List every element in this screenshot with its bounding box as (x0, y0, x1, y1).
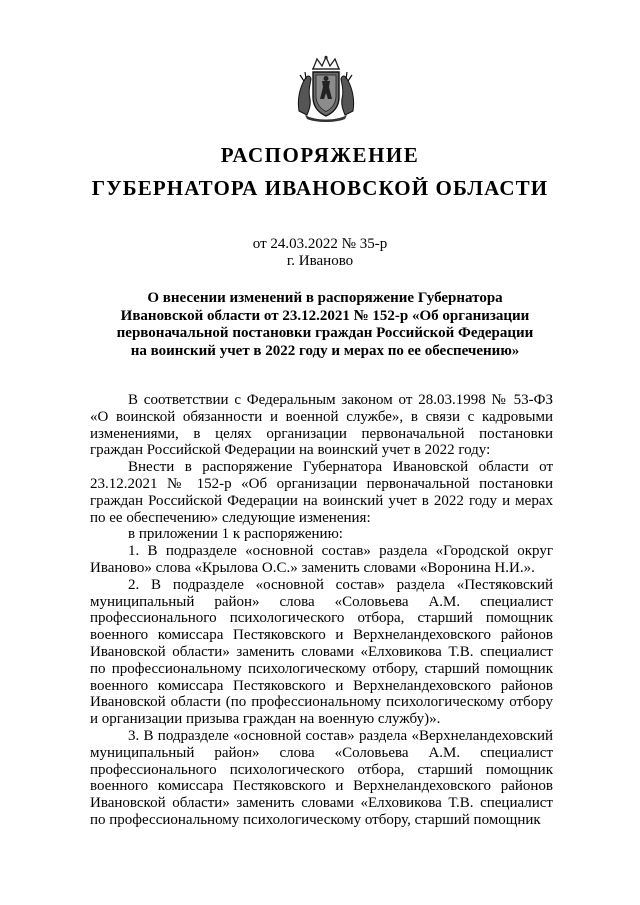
body-paragraph: 2. В подразделе «основной состав» раздела «Пестяковский муниципальный район» слова «Соловьева А.М. специалист профессионального психологического отбора, старший помощник военного комиссара Пестяковского и Верхнеландеховского районов Ивановской области» заменить словами «Елховикова Т.В. специалист по профессиональному психологическому отбору, старший помощник военного комиссара Пестяковского и Верхнеландеховского районов Ивановской области (по профессиональному психологическому отбору и организации призыва граждан на военную службу)». (90, 576, 553, 728)
subject-line: О внесении изменений в распоряжение Губернатора (147, 290, 503, 306)
body-paragraph: В соответствии с Федеральным законом от 28.03.1998 № 53-ФЗ «О воинской обязанности и военной службе», в связи с кадровыми изменениями, в целях организации первоначальной постановки граждан Российской Федерации на воинский учет в 2022 году: (90, 392, 553, 459)
coat-of-arms-icon (295, 55, 357, 123)
document-body (90, 392, 553, 829)
body-paragraph: 3. В подразделе «основной состав» раздела «Верхнеландеховский муниципальный район» слова «Соловьева А.М. специалист профессионального психологического отбора, старший помощник военного комиссара Пестяковского и Верхнеландеховского районов Ивановской области» заменить словами «Елховикова Т.В. специалист по профессиональному психологическому отбору, старший помощник (90, 727, 553, 828)
body-paragraph: 1. В подразделе «основной состав» раздела «Городской округ Иваново» слова «Крылова О.С.» заменить словами «Воронина Н.И.». (90, 543, 553, 576)
subject-line: Ивановской области от 23.12.2021 № 152-р «Об организации (120, 307, 530, 324)
document-title: РАСПОРЯЖЕНИЕ (220, 143, 420, 167)
date-block (0, 236, 640, 270)
document-issuer: ГУБЕРНАТОРА ИВАНОВСКОЙ ОБЛАСТИ (91, 176, 549, 200)
subject-line: на воинский учет в 2022 году и мерах по ее обеспечению» (130, 342, 520, 359)
document-subject (100, 290, 550, 360)
subject-line: первоначальной постановки граждан Российской Федерации (116, 325, 534, 341)
city: г. Иваново (286, 253, 354, 269)
body-paragraph: в приложении 1 к распоряжению: (128, 526, 343, 543)
body-paragraph: Внести в распоряжение Губернатора Ивановской области от 23.12.2021 № 152-р «Об организации первоначальной постановки граждан Российской Федерации на воинский учет в 2022 году и мерах по ее обеспечению» следующие изменения: (90, 459, 553, 526)
date-number: от 24.03.2022 № 35-р (252, 236, 388, 252)
